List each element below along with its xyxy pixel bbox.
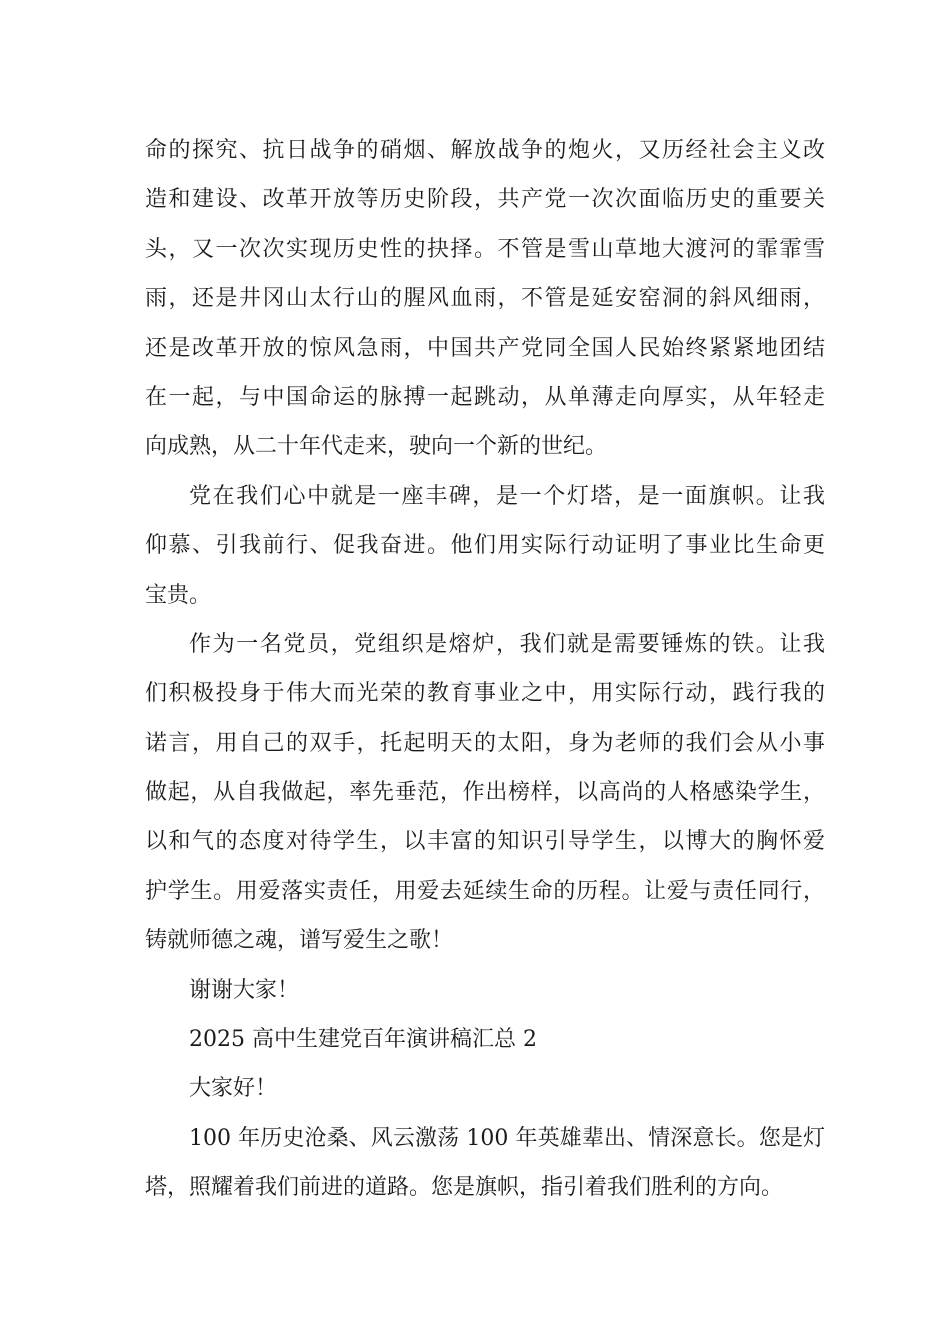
paragraph-2 (145, 472, 825, 620)
text-line: 诺言，用自己的双手，托起明天的太阳，身为老师的我们会从小事 (145, 730, 825, 756)
text-line: 头，又一次次实现历史性的抉择。不管是雪山草地大渡河的霏霏雪 (145, 236, 825, 262)
text-line: 塔，照耀着我们前进的道路。您是旗帜，指引着我们胜利的方向。 (145, 1175, 784, 1201)
text-line: 仰慕、引我前行、促我奋进。他们用实际行动证明了事业比生命更 (145, 533, 825, 559)
greeting-line: 大家好！ (189, 1076, 278, 1102)
text-line: 造和建设、改革开放等历史阶段，共产党一次次面临历史的重要关 (145, 187, 825, 213)
paragraph-4 (145, 1114, 825, 1213)
text-line: 铸就师德之魂，谱写爱生之歌！ (145, 928, 454, 954)
text-line: 以和气的态度对待学生，以丰富的知识引导学生，以博大的胸怀爱 (145, 829, 825, 855)
text-line: 们积极投身于伟大而光荣的教育事业之中，用实际行动，践行我的 (145, 681, 825, 707)
text-line: 护学生。用爱落实责任，用爱去延续生命的历程。让爱与责任同行， (145, 878, 825, 904)
text-line: 党在我们心中就是一座丰碑，是一个灯塔，是一面旗帜。让我 (189, 483, 825, 509)
text-line: 还是改革开放的惊风急雨，中国共产党同全国人民始终紧紧地团结 (145, 335, 825, 361)
text-line: 在一起，与中国命运的脉搏一起跳动，从单薄走向厚实，从年轻走 (145, 384, 825, 410)
paragraph-1 (145, 126, 825, 472)
thanks-line: 谢谢大家！ (189, 977, 300, 1003)
text-line: 向成熟，从二十年代走来，驶向一个新的世纪。 (145, 434, 608, 460)
text-line: 100 年历史沧桑、风云激荡 100 年英雄辈出、情深意长。您是灯 (189, 1125, 825, 1151)
text-line: 作为一名党员，党组织是熔炉，我们就是需要锤炼的铁。让我 (189, 631, 825, 657)
document-body (145, 126, 825, 1213)
text-line: 宝贵。 (145, 582, 212, 608)
paragraph-3 (145, 620, 825, 966)
text-line: 命的探究、抗日战争的硝烟、解放战争的炮火，又历经社会主义改 (145, 138, 825, 163)
text-line: 做起，从自我做起，率先垂范，作出榜样，以高尚的人格感染学生， (145, 780, 825, 806)
section-title: 2025 高中生建党百年演讲稿汇总 2 (189, 1027, 537, 1053)
text-line: 雨，还是井冈山太行山的腥风血雨，不管是延安窑洞的斜风细雨， (145, 286, 825, 312)
